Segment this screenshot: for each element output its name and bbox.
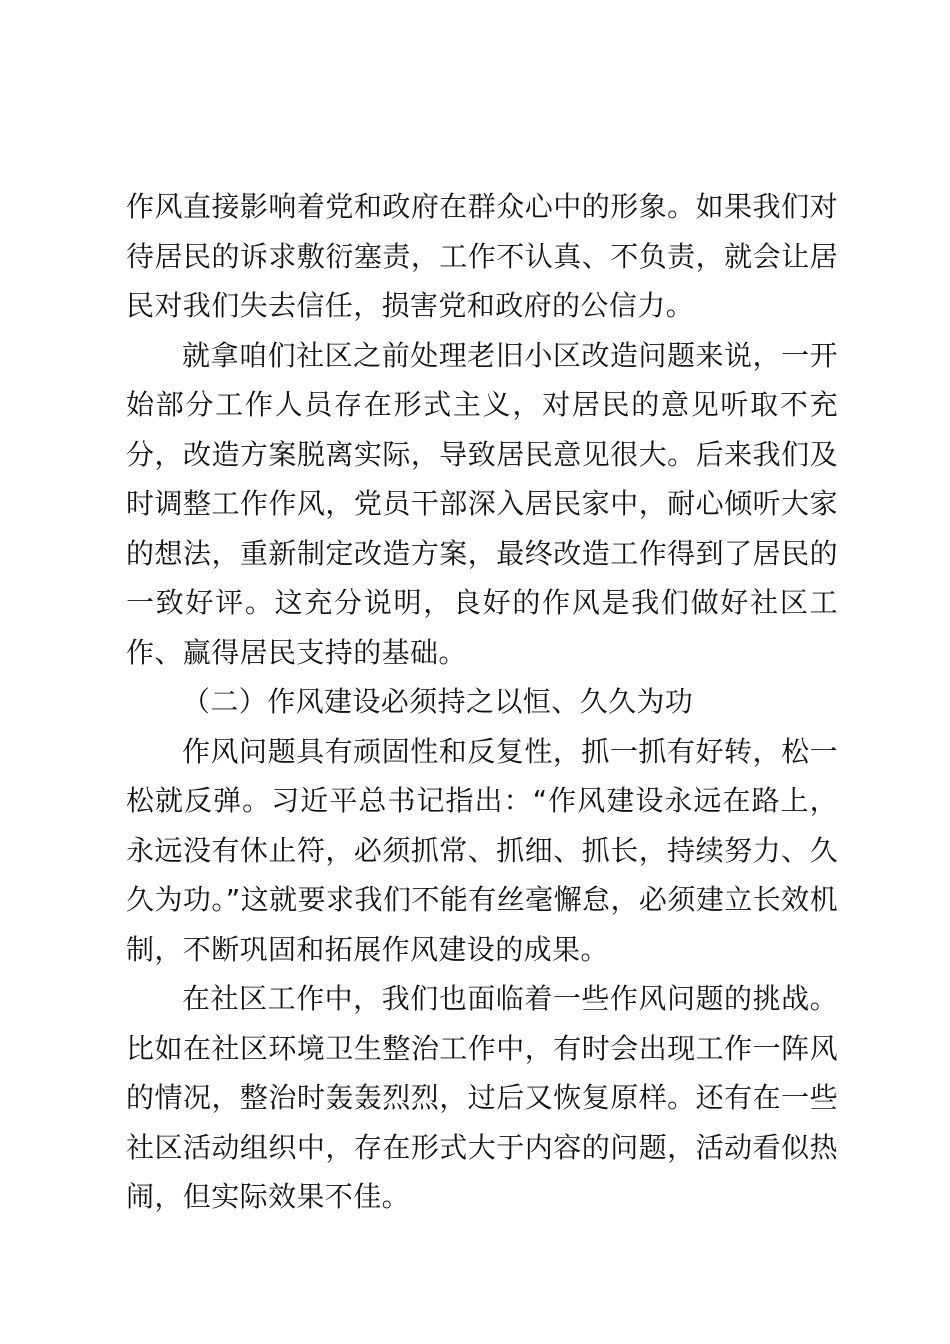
paragraph-1: 作风直接影响着党和政府在群众心中的形象。如果我们对待居民的诉求敷衍塞责，工作不认真、不负责，就会让居民对我们失去信任，损害党和政府的公信力。 [126, 190, 838, 322]
section-heading: （二）作风建设必须持之以恒、久久为功 [182, 685, 694, 718]
paragraph-4: 在社区工作中，我们也面临着一些作风问题的挑战。比如在社区环境卫生整治工作中，有时会出现工作一阵风的情况，整治时轰轰烈烈，过后又恢复原样。还有在一些社区活动组织中，存在形式大于内容的问题，活动看似热闹，但实际效果不佳。 [126, 982, 838, 1213]
paragraph-2: 就拿咱们社区之前处理老旧小区改造问题来说，一开始部分工作人员存在形式主义，对居民的意见听取不充分，改造方案脱离实际，导致居民意见很大。后来我们及时调整工作作风，党员干部深入居民家中，耐心倾听大家的想法，重新制定改造方案，最终改造工作得到了居民的一致好评。这充分说明，良好的作风是我们做好社区工作、赢得居民支持的基础。 [126, 338, 838, 669]
document-body [126, 182, 838, 1222]
paragraph-3: 作风问题具有顽固性和反复性，抓一抓有好转，松一松就反弹。习近平总书记指出：“作风建设永远在路上，永远没有休止符，必须抓常、抓细、抓长，持续努力、久久为功。”这就要求我们不能有丝毫懈怠，必须建立长效机制，不断巩固和拓展作风建设的成果。 [126, 734, 838, 966]
